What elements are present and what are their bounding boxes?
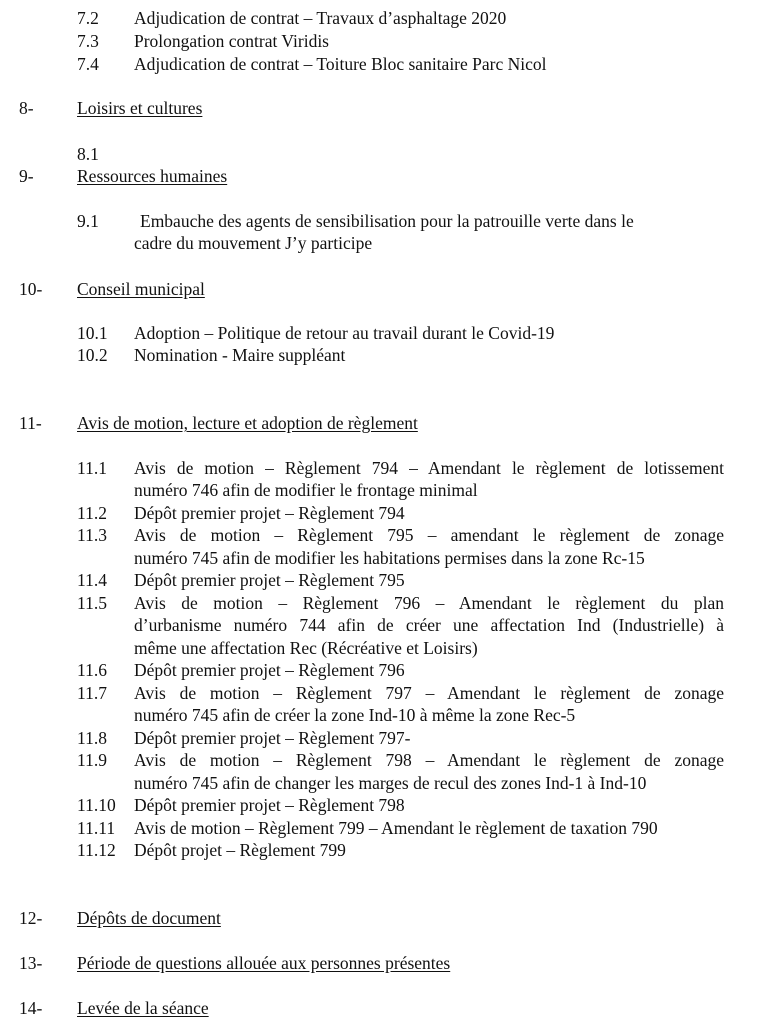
agenda-page: 7.2 Adjudication de contrat – Travaux d’asphaltage 2020 7.3 Prolongation contrat Viridis 7.4 Adjudication de contrat – Toiture Bloc sanitaire Parc Nicol 8- Loisirs et cultures 8.1 9- Ressources humaines 9.1 Embauche des agents de sensibilisation pour la patrouille verte dans le cadre du mouvement J’y participe 10- Conseil municipal 10.1 Adoption – Politique de retour au travail durant le Covid-19 10.2 Nomination - Maire suppléant 11- Avis de motion, lecture et adoption de règlement 11.1 Avis de motion – Règlement 794 – Amendant le règlement de lotissement numéro 746 afin de modifier le frontage minimal 11.2 Dépôt premier projet – Règlement 794 11.3 Avis de motion – Règlement 795 – amendant le règlement de zonage numéro 745 afin de modifier les habitations permises dans la zone Rc-15 11.4 Dépôt premier projet – Règlement 795 11.5 Avis de motion – Règlement 796 – Amendant le règlement du plan d’urbanisme numéro 744 afin de créer une affectation Ind (Industrielle) à même une affectation Rec (Récréative et Loisirs) 11.6 Dépôt premier projet – Règlement 796 11.7 Avis de motion – Règlement 797 – Amendant le règlement de zonage numéro 745 afin de créer la zone Ind-10 à même la zone Rec-5 11.8 Dépôt premier projet – Règlement 797- 11.9 Avis de motion – Règlement 798 – Amendant le règlement de zonage numéro 745 afin de changer les marges de recul des zones Ind-1 à Ind-10 11.10 Dépôt premier projet – Règlement 798 11.11 Avis de motion – Règlement 799 – Amendant le règlement de taxation 790 11.12 Dépôt projet – Règlement 799 12- Dépôts de document 13- Période de questions allouée aux personnes présentes 14- Levée de la séance [19, 8, 724, 1018]
